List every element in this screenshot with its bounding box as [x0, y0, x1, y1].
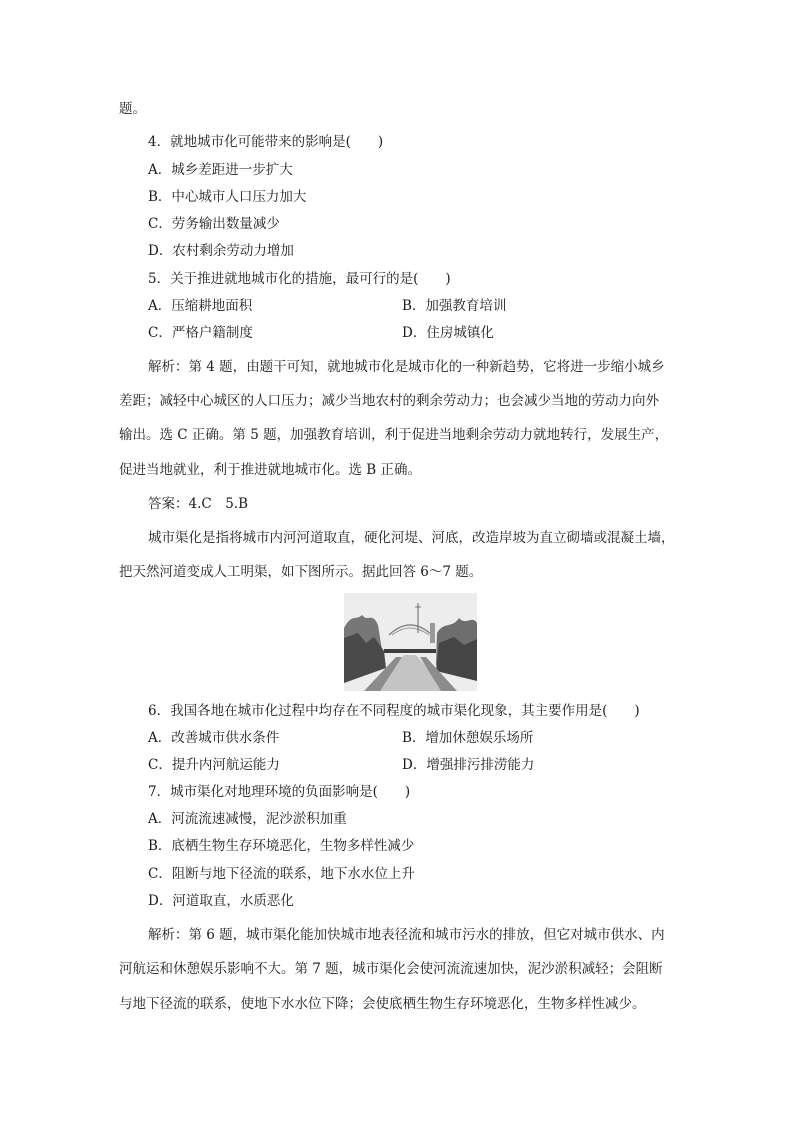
q5-option-a: A．压缩耕地面积 — [148, 298, 253, 314]
text-line: 题。 — [119, 101, 146, 117]
q5-option-c: C．严格户籍制度 — [148, 325, 253, 341]
intro-line: 把天然河道变成人工明渠，如下图所示。据此回答 6～7 题。 — [119, 564, 483, 580]
question-7: 7．城市渠化对地理环境的负面影响是( ) — [148, 784, 411, 800]
q7-option-d: D．河道取直，水质恶化 — [148, 893, 294, 909]
q5-option-d: D．住房城镇化 — [402, 325, 494, 341]
question-4: 4．就地城市化可能带来的影响是( ) — [148, 134, 384, 150]
question-6: 6．我国各地在城市化过程中均存在不同程度的城市渠化现象，其主要作用是( ) — [148, 703, 640, 719]
q7-option-b: B．底栖生物生存环境恶化，生物多样性减少 — [148, 838, 415, 854]
q4-option-c: C．劳务输出数量减少 — [148, 216, 280, 232]
explanation-line: 与地下径流的联系，使地下水水位下降；会使底栖生物生存环境恶化，生物多样性减少。 — [119, 996, 646, 1012]
q7-option-c: C．阻断与地下径流的联系，地下水水位上升 — [148, 866, 415, 882]
explanation-line: 解析：第 4 题，由题干可知，就地城市化是城市化的一种新趋势，它将进一步缩小城乡 — [148, 359, 665, 375]
explanation-line: 解析：第 6 题，城市渠化能加快城市地表径流和城市污水的排放，但它对城市供水、内 — [148, 927, 665, 943]
explanation-line: 河航运和休憩娱乐影响不大。第 7 题，城市渠化会使河流流速加快，泥沙淤积减轻；会阻断 — [119, 961, 663, 977]
q4-option-b: B．中心城市人口压力加大 — [148, 189, 307, 205]
q7-option-a: A．河流流速减慢，泥沙淤积加重 — [148, 811, 347, 827]
intro-line: 城市渠化是指将城市内河河道取直，硬化河堤、河底，改造岸坡为直立砌墙或混凝土墙， — [148, 530, 675, 546]
explanation-line: 差距；减轻中心城区的人口压力；减少当地农村的剩余劳动力；也会减少当地的劳动力向外 — [119, 393, 659, 409]
explanation-line: 输出。选 C 正确。第 5 题，加强教育培训，利于促进当地剩余劳动力就地转行，发展生产， — [119, 427, 669, 443]
q6-option-d: D．增强排污排涝能力 — [402, 757, 535, 773]
canal-photo — [344, 593, 477, 691]
q6-option-a: A．改善城市供水条件 — [148, 730, 280, 746]
q4-option-a: A．城乡差距进一步扩大 — [148, 162, 293, 178]
q6-option-c: C．提升内河航运能力 — [148, 757, 280, 773]
q6-option-b: B．增加休憩娱乐场所 — [402, 730, 534, 746]
q5-option-b: B．加强教育培训 — [402, 298, 507, 314]
answer-line: 答案：4.C 5.B — [148, 496, 249, 512]
q4-option-d: D．农村剩余劳动力增加 — [148, 243, 294, 259]
explanation-line: 促进当地就业，利于推进就地城市化。选 B 正确。 — [119, 462, 422, 478]
question-5: 5．关于推进就地城市化的措施，最可行的是( ) — [148, 271, 451, 287]
